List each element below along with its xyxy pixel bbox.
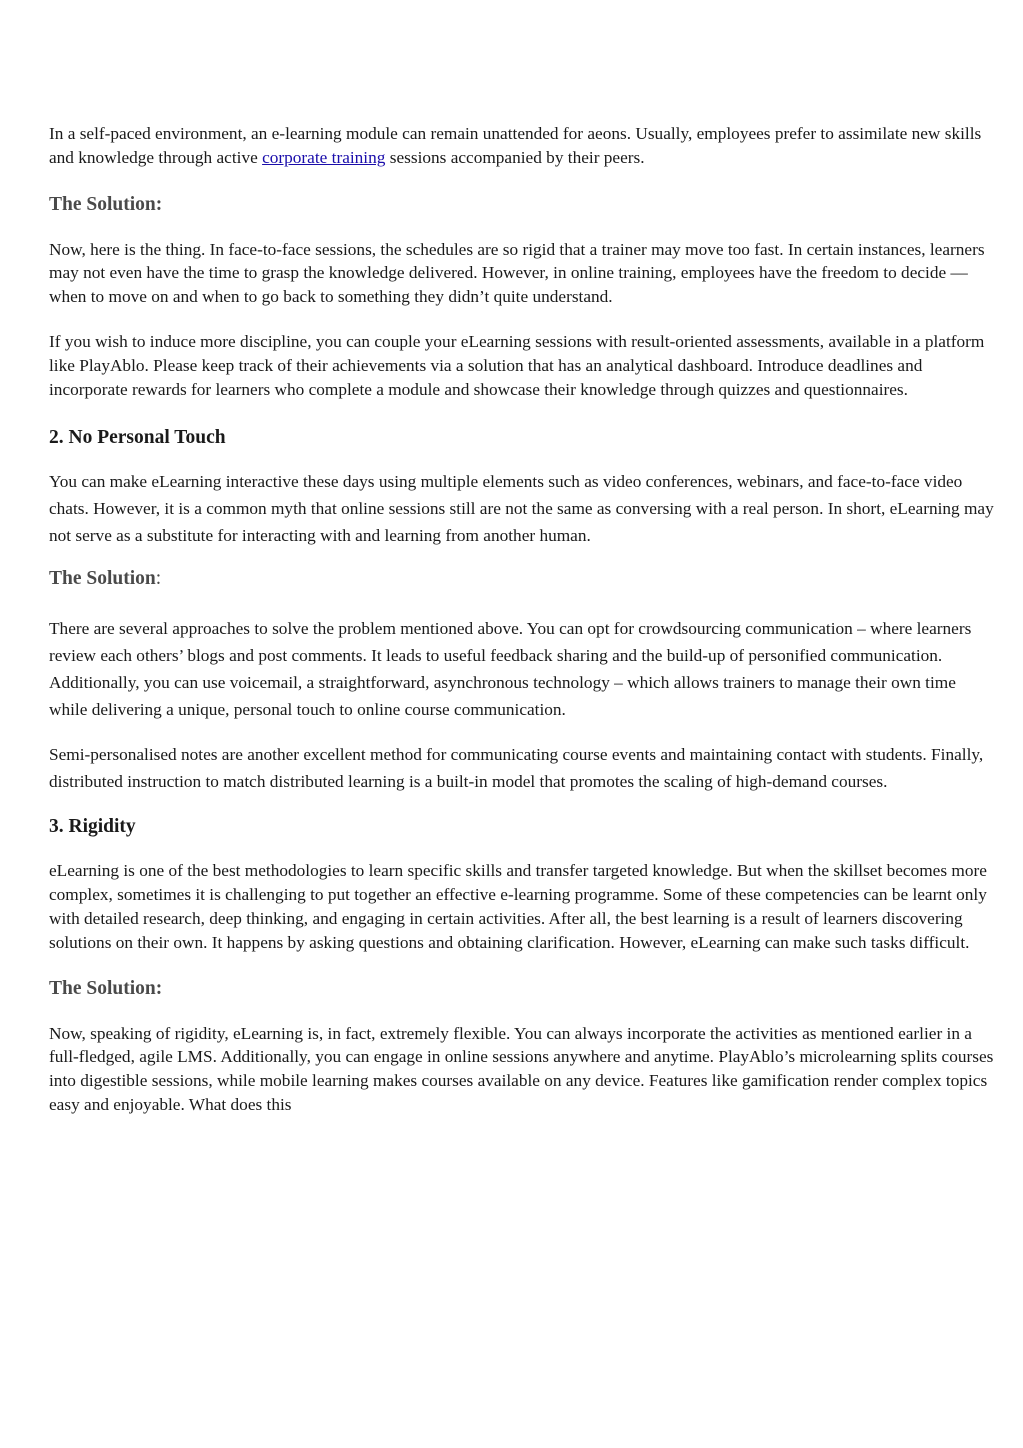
solution-heading-2-colon: :: [155, 568, 162, 590]
section-2-paragraph-1: You can make eLearning interactive these days using multiple elements such as video conferences, webinars, and face-to-face video chats. However, it is a common myth that online sessions still are not the same as conversing with a real person. In short, eLearning may not serve as a substitute for interacting with and learning from another human.: [49, 472, 994, 546]
document-body: [49, 122, 994, 1117]
corporate-training-link[interactable]: corporate training: [262, 147, 386, 167]
solution-2-paragraph-2: Semi-personalised notes are another excellent method for communicating course events and maintaining contact with students. Finally, distributed instruction to match distributed learning is a built-in model that promotes the scaling of high-demand courses.: [49, 745, 984, 792]
section-3-paragraph-1: eLearning is one of the best methodologies to learn specific skills and transfer targeted knowledge. But when the skillset becomes more complex, sometimes it is challenging to put together an effective e-learning programme. Some of these competencies can be learnt only with detailed research, deep thinking, and engaging in certain activities. After all, the best learning is a result of learners discovering solutions on their own. It happens by asking questions and obtaining clarification. However, eLearning can make such tasks difficult.: [49, 861, 987, 952]
solution-3-paragraph-1: Now, speaking of rigidity, eLearning is, in fact, extremely flexible. You can always incorporate the activities as mentioned earlier in a full-fledged, agile LMS. Additionally, you can engage in online sessions anywhere and anytime. PlayAblo’s microlearning splits courses into digestible sessions, while mobile learning makes courses available on any device. Features like gamification render complex topics easy and enjoyable. What does this: [49, 1023, 994, 1114]
solution-heading-2: [49, 567, 994, 591]
solution-1-paragraph-2: If you wish to induce more discipline, you can couple your eLearning sessions with result-oriented assessments, available in a platform like PlayAblo. Please keep track of their achievements via a solution that has an analytical dashboard. Introduce deadlines and incorporate rewards for learners who complete a module and showcase their knowledge through quizzes and questionnaires.: [49, 331, 985, 399]
intro-text-before: In a self-paced environment, an e-learning module can remain unattended for aeons. Usually, employees prefer to assimilate new skills and knowledge through active: [49, 124, 982, 167]
intro-text-after: sessions accompanied by their peers.: [385, 147, 645, 167]
intro-paragraph: [49, 122, 994, 170]
section-heading-rigidity: 3. Rigidity: [49, 816, 136, 838]
solution-heading-2-text: The Solution: [49, 568, 156, 590]
solution-1-paragraph-1: Now, here is the thing. In face-to-face sessions, the schedules are so rigid that a trainer may move too fast. In certain instances, learners may not even have the time to grasp the knowledge delivered. However, in online training, employees have the freedom to decide — when to move on and when to go back to something they didn’t quite understand.: [49, 239, 985, 307]
solution-heading-1: The Solution:: [49, 193, 163, 215]
solution-2-paragraph-1: There are several approaches to solve the problem mentioned above. You can opt for crowdsourcing communication – where learners review each others’ blogs and post comments. It leads to useful feedback sharing and the build-up of personified communication. Additionally, you can use voicemail, a straightforward, asynchronous technology – which allows trainers to manage their own time while delivering a unique, personal touch to online course communication.: [49, 619, 972, 720]
solution-heading-3: The Solution:: [49, 977, 163, 999]
section-heading-no-personal-touch: 2. No Personal Touch: [49, 427, 226, 449]
